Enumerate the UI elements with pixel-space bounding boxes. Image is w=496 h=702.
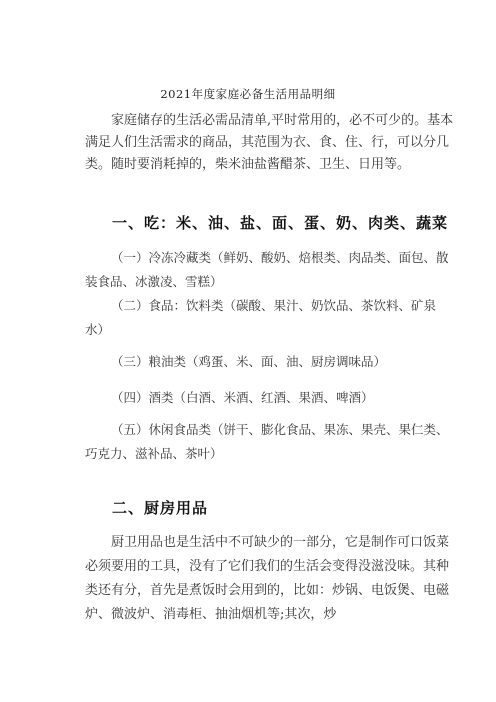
- intro-paragraph: 家庭储存的生活必需品清单,平时常用的，必不可少的。基本满足人们生活需求的商品，其范围为衣、食、住、行，可以分几类。随时要消耗掉的，柴米油盐酱醋茶、卫生、日用等。: [85, 113, 454, 172]
- section2-heading: 二、厨房用品: [112, 499, 209, 517]
- section1-item-1: （一）冷冻冷藏类（鲜奶、酸奶、焙根类、肉品类、面包、散装食品、冰激凌、雪糕）: [85, 250, 449, 289]
- section1-item-2: （二）食品：饮料类（碳酸、果汁、奶饮品、茶饮料、矿泉水）: [85, 298, 437, 337]
- section1-item-5: （五）休闲食品类（饼干、膨化食品、果冻、果壳、果仁类、巧克力、滋补品、茶叶）: [85, 422, 449, 461]
- section1-item-4: （四）酒类（白酒、米酒、红酒、果酒、啤酒）: [111, 390, 374, 405]
- section1-item-3: （三）粮油类（鸡蛋、米、面、油、厨房调味品）: [111, 354, 387, 369]
- section2-paragraph: 厨卫用品也是生活中不可缺少的一部分，它是制作可口饭菜必须要用的工具，没有了它们我们的生活会变得没滋没味。其种类还有分，首先是煮饭时会用到的，比如：炒锅、电饭煲、电磁炉、微波炉、消毒柜、抽油烟机等;其次，炒: [85, 535, 450, 622]
- section1-heading: 一、吃：米、油、盐、面、蛋、奶、肉类、蔬菜: [112, 214, 449, 232]
- document-title: 2021年度家庭必备生活用品明细: [160, 87, 336, 101]
